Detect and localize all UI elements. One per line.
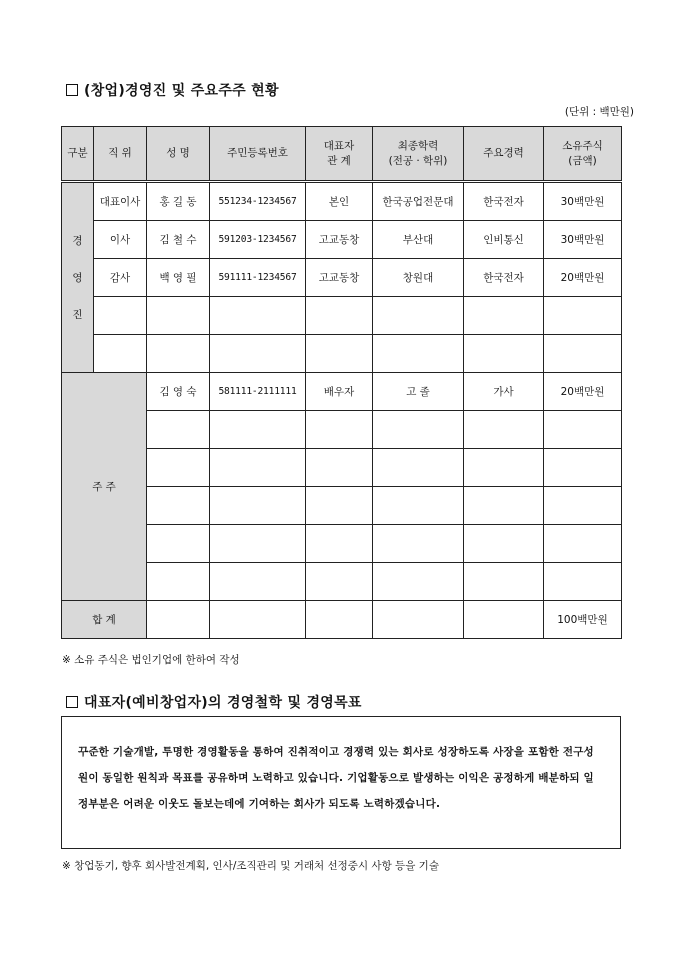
cell-career bbox=[464, 525, 544, 563]
cell-id-number: 551234-1234567 bbox=[210, 182, 306, 221]
section-title-philosophy bbox=[66, 692, 362, 712]
cell-name bbox=[147, 525, 210, 563]
cell-id-number bbox=[210, 297, 306, 335]
cell-relation bbox=[306, 449, 373, 487]
table-header-row bbox=[62, 127, 622, 182]
cell-empty bbox=[306, 601, 373, 639]
header-education-line1: 최종학력 bbox=[397, 139, 439, 152]
header-relation bbox=[306, 127, 373, 182]
cell-shares bbox=[544, 487, 622, 525]
total-label: 합 계 bbox=[62, 601, 147, 639]
cell-position: 감사 bbox=[94, 259, 147, 297]
table-row bbox=[62, 297, 622, 335]
management-label-char: 진 bbox=[72, 309, 83, 321]
header-category: 구분 bbox=[62, 127, 94, 182]
cell-education bbox=[373, 525, 464, 563]
cell-relation bbox=[306, 297, 373, 335]
cell-name: 홍 길 동 bbox=[147, 182, 210, 221]
cell-position bbox=[94, 297, 147, 335]
cell-id-number bbox=[210, 335, 306, 373]
cell-name: 백 영 필 bbox=[147, 259, 210, 297]
cell-shares bbox=[544, 449, 622, 487]
checkbox-square-icon bbox=[66, 696, 78, 708]
checkbox-square-icon bbox=[66, 84, 78, 96]
cell-relation bbox=[306, 487, 373, 525]
table-row bbox=[62, 335, 622, 373]
cell-name bbox=[147, 563, 210, 601]
management-shareholders-table bbox=[61, 126, 622, 639]
cell-empty bbox=[373, 601, 464, 639]
philosophy-textbox: 꾸준한 기술개발, 투명한 경영활동을 통하여 진취적이고 경쟁력 있는 회사로 성장하도록 사장을 포함한 전구성원이 동일한 원칙과 목표를 공유하며 노력하고 있습니다. 기업활동으로 발생하는 이익은 공정하게 배분하되 일정부분은 어려운 이웃도 돌보는데에 기여하는 회사가 되도록 노력하겠습니다. bbox=[61, 716, 621, 849]
header-shares-line2: (금액) bbox=[568, 154, 597, 167]
cell-relation bbox=[306, 563, 373, 601]
cell-education bbox=[373, 487, 464, 525]
cell-id-number bbox=[210, 487, 306, 525]
cell-shares bbox=[544, 563, 622, 601]
header-relation-line1: 대표자 bbox=[323, 139, 355, 152]
philosophy-note: ※ 창업동기, 향후 회사발전계획, 인사/조직관리 및 거래처 선정중시 사항 등을 기술 bbox=[62, 860, 439, 872]
cell-id-number bbox=[210, 525, 306, 563]
cell-empty bbox=[464, 601, 544, 639]
cell-career bbox=[464, 449, 544, 487]
cell-education bbox=[373, 297, 464, 335]
cell-education bbox=[373, 411, 464, 449]
management-group-label bbox=[62, 182, 94, 373]
cell-career: 가사 bbox=[464, 373, 544, 411]
cell-education bbox=[373, 563, 464, 601]
cell-education bbox=[373, 449, 464, 487]
cell-empty bbox=[147, 601, 210, 639]
cell-education bbox=[373, 335, 464, 373]
unit-label: (단위 : 백만원) bbox=[564, 106, 634, 118]
cell-position: 이사 bbox=[94, 221, 147, 259]
header-shares-line1: 소유주식 bbox=[562, 139, 603, 152]
cell-position bbox=[94, 335, 147, 373]
cell-education: 한국공업전문대 bbox=[373, 182, 464, 221]
cell-name bbox=[147, 335, 210, 373]
cell-id-number bbox=[210, 449, 306, 487]
cell-career: 한국전자 bbox=[464, 259, 544, 297]
cell-relation: 고교동창 bbox=[306, 259, 373, 297]
shares-note: ※ 소유 주식은 법인기업에 한하여 작성 bbox=[62, 654, 240, 666]
total-shares: 100백만원 bbox=[544, 601, 622, 639]
section-title-management bbox=[66, 80, 279, 100]
cell-career bbox=[464, 297, 544, 335]
header-shares bbox=[544, 127, 622, 182]
cell-relation bbox=[306, 335, 373, 373]
cell-id-number: 581111-2111111 bbox=[210, 373, 306, 411]
table-row bbox=[62, 373, 622, 411]
cell-relation: 본인 bbox=[306, 182, 373, 221]
cell-career bbox=[464, 563, 544, 601]
cell-id-number: 591111-1234567 bbox=[210, 259, 306, 297]
management-label-char: 영 bbox=[72, 272, 83, 284]
cell-name bbox=[147, 297, 210, 335]
cell-career bbox=[464, 411, 544, 449]
cell-career bbox=[464, 335, 544, 373]
cell-relation bbox=[306, 411, 373, 449]
section-title-text: 대표자(예비창업자)의 경영철학 및 경영목표 bbox=[84, 695, 362, 711]
cell-career bbox=[464, 487, 544, 525]
cell-relation bbox=[306, 525, 373, 563]
shareholders-group-label: 주 주 bbox=[62, 373, 147, 601]
cell-id-number bbox=[210, 411, 306, 449]
cell-id-number bbox=[210, 563, 306, 601]
cell-name: 김 영 숙 bbox=[147, 373, 210, 411]
table-row bbox=[62, 182, 622, 221]
header-education-line2: (전공 · 학위) bbox=[388, 154, 448, 167]
cell-education: 부산대 bbox=[373, 221, 464, 259]
cell-empty bbox=[210, 601, 306, 639]
table-row bbox=[62, 221, 622, 259]
section-title-text: (창업)경영진 및 주요주주 현황 bbox=[84, 83, 279, 99]
table-row bbox=[62, 259, 622, 297]
total-row bbox=[62, 601, 622, 639]
cell-shares: 30백만원 bbox=[544, 182, 622, 221]
cell-name bbox=[147, 411, 210, 449]
cell-shares: 20백만원 bbox=[544, 373, 622, 411]
cell-relation: 배우자 bbox=[306, 373, 373, 411]
cell-education: 창원대 bbox=[373, 259, 464, 297]
management-label-char: 경 bbox=[72, 235, 83, 247]
header-id-number: 주민등록번호 bbox=[210, 127, 306, 182]
cell-shares: 20백만원 bbox=[544, 259, 622, 297]
cell-name: 김 철 수 bbox=[147, 221, 210, 259]
cell-relation: 고교동창 bbox=[306, 221, 373, 259]
cell-career: 인비통신 bbox=[464, 221, 544, 259]
cell-shares bbox=[544, 411, 622, 449]
cell-name bbox=[147, 487, 210, 525]
cell-shares bbox=[544, 525, 622, 563]
cell-id-number: 591203-1234567 bbox=[210, 221, 306, 259]
cell-shares: 30백만원 bbox=[544, 221, 622, 259]
cell-position: 대표이사 bbox=[94, 182, 147, 221]
cell-shares bbox=[544, 335, 622, 373]
cell-education: 고 졸 bbox=[373, 373, 464, 411]
cell-name bbox=[147, 449, 210, 487]
header-relation-line2: 관 계 bbox=[327, 154, 351, 167]
cell-shares bbox=[544, 297, 622, 335]
cell-career: 한국전자 bbox=[464, 182, 544, 221]
header-career: 주요경력 bbox=[464, 127, 544, 182]
header-position: 직 위 bbox=[94, 127, 147, 182]
header-education bbox=[373, 127, 464, 182]
header-name: 성 명 bbox=[147, 127, 210, 182]
